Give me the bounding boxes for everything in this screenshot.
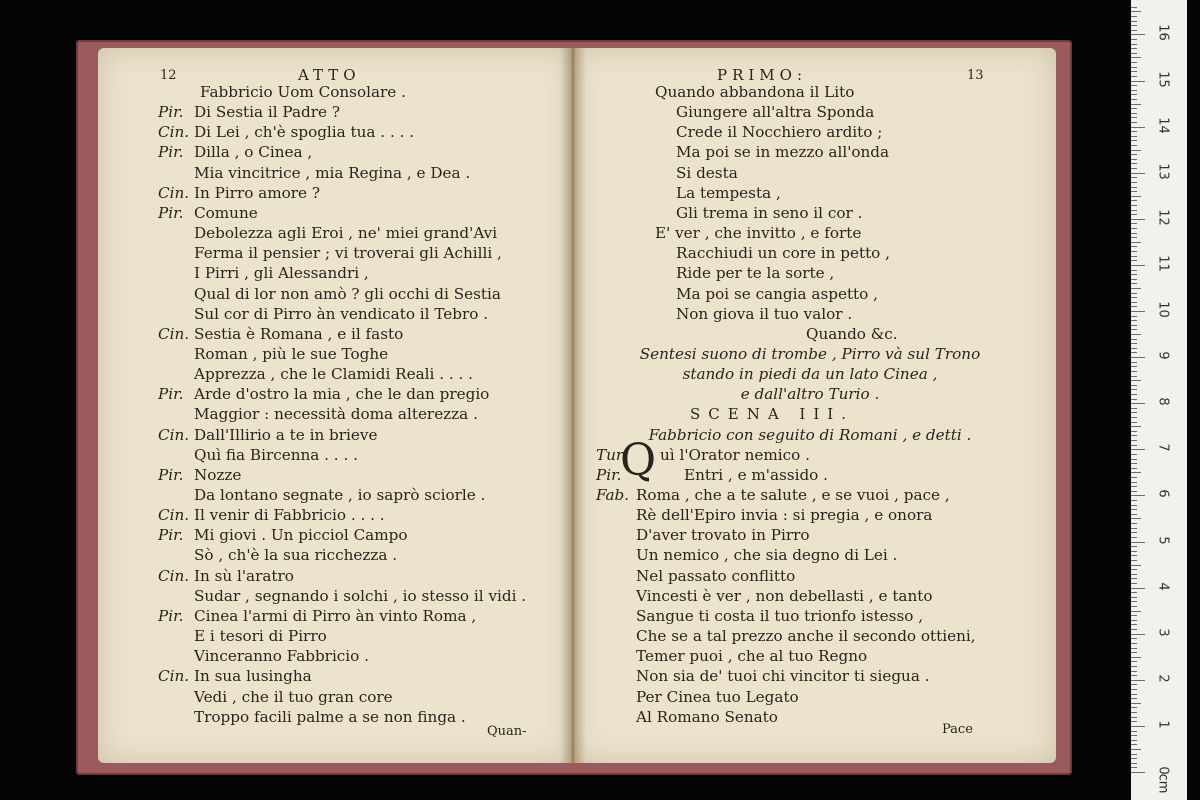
ruler-tick (1131, 30, 1137, 31)
ruler-tick (1131, 740, 1137, 741)
stage-direction: Fabbricio con seguito di Romani , e detti . (648, 425, 972, 444)
ruler-tick (1131, 329, 1137, 330)
ruler-tick (1131, 537, 1137, 538)
ruler-tick (1131, 408, 1137, 409)
speaker-label: Pir. (158, 385, 184, 404)
ruler-label: 1 (1155, 720, 1171, 729)
ruler-label: 8 (1155, 397, 1171, 406)
ruler-tick (1131, 242, 1141, 243)
ruler-tick (1131, 477, 1137, 478)
verse-line: Gli trema in seno il cor . (676, 203, 863, 222)
ruler-tick (1131, 648, 1137, 649)
ruler-tick (1131, 62, 1137, 63)
ruler-tick (1131, 270, 1137, 271)
ruler-tick (1131, 11, 1141, 12)
ruler-tick (1131, 320, 1137, 321)
verse-line: La tempesta , (676, 183, 781, 202)
verse-line: Quando abbandona il Lito (655, 83, 855, 101)
ruler-tick (1131, 528, 1137, 529)
scene-heading: SCENA III. (690, 405, 854, 424)
speaker-label: Pir. (158, 606, 184, 625)
verse-line: Di Sestia il Padre ? (194, 103, 340, 122)
ruler-tick (1131, 560, 1137, 561)
ruler-tick (1131, 523, 1137, 524)
ruler-tick (1131, 459, 1137, 460)
ruler-tick (1131, 417, 1137, 418)
ruler-tick (1131, 620, 1137, 621)
verse-line: uì l'Orator nemico . (660, 445, 810, 464)
ruler-tick (1131, 707, 1137, 708)
verse-line: Sudar , segnando i solchi , io stesso il vidi . (194, 586, 527, 605)
verse-line: Ride per te la sorte , (676, 264, 835, 283)
ruler-tick (1131, 311, 1145, 312)
ruler-tick (1131, 542, 1145, 543)
ruler-label: 14 (1155, 116, 1171, 134)
ruler-tick (1131, 205, 1137, 206)
ruler-tick (1131, 546, 1137, 547)
speaker-label: Pir. (158, 465, 184, 484)
ruler-tick (1131, 233, 1137, 234)
ruler-tick (1131, 717, 1137, 718)
ruler-tick (1131, 772, 1145, 773)
ruler-tick (1131, 48, 1137, 49)
verse-line: Arde d'ostro la mia , che le dan pregio (194, 385, 490, 404)
ruler-tick (1131, 588, 1145, 589)
ruler-tick (1131, 412, 1137, 413)
verse-line: Maggior : necessità doma alterezza . (194, 405, 478, 424)
ruler-tick (1131, 90, 1137, 91)
ruler-tick (1131, 698, 1137, 699)
ruler-tick (1131, 210, 1137, 211)
verse-line: Nel passato conflitto (636, 566, 796, 585)
ruler-label: 0 (1155, 766, 1171, 775)
ruler-tick (1131, 159, 1137, 160)
speaker-label: Cin. (158, 123, 190, 142)
verse-line: Entri , e m'assido . (684, 465, 828, 484)
ruler-tick (1131, 44, 1137, 45)
ruler-tick (1131, 629, 1137, 630)
speaker-label: Cin. (158, 324, 190, 343)
speaker-label: Pir. (158, 103, 184, 122)
verse-line: Sangue ti costa il tuo trionfo istesso , (636, 606, 924, 625)
ruler-tick (1131, 749, 1141, 750)
ruler-tick (1131, 71, 1137, 72)
ruler-tick (1131, 431, 1137, 432)
ruler-tick (1131, 731, 1137, 732)
ruler-tick (1131, 283, 1137, 284)
speaker-label: Pir. (158, 526, 184, 545)
ruler-label: 15 (1155, 70, 1171, 88)
ruler-tick (1131, 426, 1141, 427)
ruler-tick (1131, 684, 1137, 685)
catchword: Quan- (487, 724, 527, 739)
ruler-tick (1131, 122, 1137, 123)
ruler-tick (1131, 99, 1137, 100)
running-head: PRIMO: (717, 66, 808, 84)
ruler-tick (1131, 422, 1137, 423)
verse-line: Mia vincitrice , mia Regina , e Dea . (194, 163, 471, 182)
ruler-label: 2 (1155, 674, 1171, 683)
ruler-tick (1131, 34, 1145, 35)
ruler-tick (1131, 472, 1141, 473)
ruler-tick (1131, 274, 1137, 275)
stage-direction: e dall'altro Turio . (740, 385, 880, 404)
ruler-label: 12 (1155, 209, 1171, 226)
ruler-tick (1131, 154, 1137, 155)
verse-line: Ferma il pensier ; vi troverai gli Achilli , (194, 244, 502, 263)
ruler-tick (1131, 136, 1137, 137)
ruler-tick (1131, 104, 1141, 105)
ruler-tick (1131, 634, 1145, 635)
ruler-tick (1131, 643, 1137, 644)
speaker-label: Cin. (158, 566, 190, 585)
verse-line: Dilla , o Cinea , (194, 143, 313, 162)
ruler-tick (1131, 16, 1137, 17)
ruler-tick (1131, 334, 1141, 335)
ruler-tick (1131, 574, 1137, 575)
ruler-tick (1131, 7, 1137, 8)
ruler-tick (1131, 380, 1141, 381)
ruler-tick (1131, 555, 1137, 556)
verse-line: Qual di lor non amò ? gli occhi di Sestia (194, 284, 501, 303)
ruler-tick (1131, 694, 1137, 695)
verse-line: Da lontano segnate , io saprò sciorle . (194, 486, 486, 504)
verse-line: Apprezza , che le Clamidi Reali . . . . (194, 365, 473, 384)
ruler-tick (1131, 624, 1137, 625)
ruler-tick (1131, 611, 1141, 612)
ruler-unit: cm (1155, 773, 1171, 794)
ruler-tick (1131, 200, 1137, 201)
ruler-tick (1131, 703, 1141, 704)
ruler-tick (1131, 565, 1141, 566)
ruler-tick (1131, 196, 1141, 197)
verse-line: Debolezza agli Eroi , ne' miei grand'Avi (194, 224, 498, 243)
ruler-tick (1131, 297, 1137, 298)
verse-line: Ma poi se in mezzo all'onda (676, 143, 890, 162)
verse-line: Racchiudi un core in petto , (676, 244, 890, 263)
ruler-tick (1131, 265, 1145, 266)
ruler-tick (1131, 569, 1137, 570)
verse-line: In sua lusingha (194, 667, 312, 686)
ruler-tick (1131, 85, 1137, 86)
ruler-tick (1131, 767, 1137, 768)
ruler-tick (1131, 754, 1137, 755)
ruler-tick (1131, 168, 1137, 169)
ruler-tick (1131, 518, 1141, 519)
ruler-tick (1131, 25, 1137, 26)
ruler-tick (1131, 223, 1137, 224)
ruler-tick (1131, 505, 1137, 506)
ruler-tick (1131, 500, 1137, 501)
speaker-label: Pir. (158, 143, 184, 162)
ruler-tick (1131, 214, 1137, 215)
ruler-tick (1131, 615, 1137, 616)
ruler-tick (1131, 376, 1137, 377)
ruler-tick (1131, 39, 1137, 40)
verse-line: Sul cor di Pirro àn vendicato il Tebro . (194, 304, 489, 323)
speaker-label: Tur. (596, 445, 627, 464)
ruler-tick (1131, 394, 1137, 395)
ruler-tick (1131, 389, 1137, 390)
ruler-tick (1131, 671, 1137, 672)
verse-line: Mi giovi . Un picciol Campo (194, 526, 408, 545)
verse-line: E' ver , che invitto , e forte (655, 224, 862, 243)
ruler-tick (1131, 601, 1137, 602)
verse-line: Troppo facili palme a se non finga . (194, 707, 466, 726)
ruler-label: 7 (1155, 443, 1171, 452)
verse-line: Temer puoi , che al tuo Regno (636, 647, 868, 666)
ruler-tick (1131, 661, 1137, 662)
verse-line: Al Romano Senato (636, 707, 778, 726)
ruler-tick (1131, 680, 1145, 681)
ruler-tick (1131, 689, 1137, 690)
speaker-label: Pir. (158, 203, 184, 222)
ruler-tick (1131, 150, 1141, 151)
ruler-tick (1131, 491, 1137, 492)
stage-direction: Sentesi suono di trombe , Pirro và sul Trono (639, 344, 981, 363)
ruler-tick (1131, 532, 1137, 533)
ruler-tick (1131, 592, 1137, 593)
ruler-tick (1131, 177, 1137, 178)
ruler-tick (1131, 482, 1137, 483)
ruler-tick (1131, 127, 1145, 128)
verse-line: Roma , che a te salute , e se vuoi , pace , (636, 486, 950, 504)
book-gutter (560, 48, 586, 763)
ruler-tick (1131, 509, 1137, 510)
ruler-tick (1131, 435, 1137, 436)
ruler-tick (1131, 454, 1137, 455)
ruler-tick (1131, 440, 1137, 441)
ruler-label: 9 (1155, 351, 1171, 360)
ruler-tick (1131, 343, 1137, 344)
speaker-label: Cin. (158, 667, 190, 686)
ruler-tick (1131, 145, 1137, 146)
ruler-tick (1131, 191, 1137, 192)
ruler-tick (1131, 163, 1137, 164)
ruler-tick (1131, 638, 1137, 639)
ruler-tick (1131, 57, 1141, 58)
verse-line: Il venir di Fabbricio . . . . (194, 506, 385, 525)
running-head: ATTO (298, 66, 361, 84)
verse-line: Crede il Nocchiero ardito ; (676, 123, 883, 142)
ruler-tick (1131, 288, 1141, 289)
verse-line: Dall'Illirio a te in brieve (194, 425, 378, 444)
verse-line: Vinceranno Fabbricio . (194, 647, 369, 666)
ruler-tick (1131, 763, 1137, 764)
verse-line: Sestia è Romana , e il fasto (194, 324, 404, 343)
ruler-tick (1131, 744, 1137, 745)
verse-line: D'aver trovato in Pirro (636, 526, 810, 545)
ruler-tick (1131, 495, 1145, 496)
speaker-label: Cin. (158, 425, 190, 444)
verse-line: Un nemico , che sia degno di Lei . (636, 546, 898, 565)
ruler-tick (1131, 339, 1137, 340)
ruler-tick (1131, 256, 1137, 257)
ruler-tick (1131, 675, 1137, 676)
ruler-tick (1131, 219, 1145, 220)
verse-line: Si desta (676, 163, 738, 182)
ruler-label: 3 (1155, 628, 1171, 637)
verse-line: Vedi , che il tuo gran core (194, 687, 393, 706)
ruler-tick (1131, 449, 1145, 450)
verse-line: Quando &c. (806, 324, 898, 343)
ruler-tick (1131, 131, 1137, 132)
ruler-label: 10 (1155, 301, 1171, 318)
verse-line: In sù l'aratro (194, 566, 294, 585)
ruler-tick (1131, 657, 1141, 658)
ruler-tick (1131, 173, 1145, 174)
ruler-tick (1131, 578, 1137, 579)
ruler-tick (1131, 113, 1137, 114)
ruler-tick (1131, 721, 1137, 722)
ruler-tick (1131, 348, 1137, 349)
ruler-tick (1131, 76, 1137, 77)
verse-line: Nozze (194, 465, 242, 484)
ruler-label: 11 (1155, 255, 1171, 272)
ruler-tick (1131, 666, 1137, 667)
catchword: Pace (942, 722, 973, 737)
ruler-tick (1131, 583, 1137, 584)
ruler-tick (1131, 403, 1145, 404)
ruler-tick (1131, 385, 1137, 386)
verse-line: In Pirro amore ? (194, 183, 320, 202)
ruler-tick (1131, 606, 1137, 607)
ruler-tick (1131, 445, 1137, 446)
ruler-tick (1131, 551, 1137, 552)
ruler-tick (1131, 463, 1137, 464)
ruler-tick (1131, 486, 1137, 487)
ruler-tick (1131, 306, 1137, 307)
speaker-label: Cin. (158, 506, 190, 525)
ruler-tick (1131, 140, 1137, 141)
verse-line: Ma poi se cangia aspetto , (676, 284, 878, 303)
ruler-tick (1131, 260, 1137, 261)
ruler-tick (1131, 279, 1137, 280)
ruler-tick (1131, 81, 1145, 82)
verse-line: Cinea l'armi di Pirro àn vinto Roma , (194, 606, 477, 625)
ruler-tick (1131, 758, 1137, 759)
verse-line: Sò , ch'è la sua ricchezza . (194, 546, 398, 565)
ruler-tick (1131, 357, 1145, 358)
verse-line: Non giova il tuo valor . (676, 304, 853, 323)
ruler-tick (1131, 237, 1137, 238)
verse-line: Comune (194, 203, 258, 222)
ruler-label: 6 (1155, 489, 1171, 499)
speaker-label: Cin. (158, 183, 190, 202)
ruler-tick (1131, 712, 1137, 713)
verse-line: I Pirri , gli Alessandri , (194, 264, 369, 283)
ruler-tick (1131, 468, 1137, 469)
ruler-tick (1131, 514, 1137, 515)
verse-line: Giungere all'altra Sponda (676, 103, 875, 122)
ruler-tick (1131, 726, 1145, 727)
ruler-tick (1131, 53, 1137, 54)
ruler-tick (1131, 21, 1137, 22)
verse-line: Quì fia Bircenna . . . . (194, 445, 358, 464)
verse-line: Fabbricio Uom Consolare . (200, 83, 406, 101)
ruler-tick (1131, 371, 1137, 372)
ruler-tick (1131, 246, 1137, 247)
verse-line: Non sia de' tuoi chi vincitor ti siegua . (636, 667, 930, 686)
speaker-label: Fab. (596, 486, 630, 504)
verse-line: Per Cinea tuo Legato (636, 687, 799, 706)
measurement-ruler (1131, 0, 1187, 800)
page-number: 12 (160, 68, 177, 83)
ruler-tick (1131, 735, 1137, 736)
ruler-tick (1131, 117, 1137, 118)
ruler-label: 16 (1155, 24, 1171, 42)
ruler-tick (1131, 251, 1137, 252)
ruler-tick (1131, 352, 1137, 353)
ruler-tick (1131, 362, 1137, 363)
verse-line: Che se a tal prezzo anche il secondo ottieni, (636, 627, 976, 646)
ruler-tick (1131, 316, 1137, 317)
verse-line: Rè dell'Epiro invia : si pregia , e onora (636, 506, 933, 525)
ruler-label: 13 (1155, 162, 1171, 180)
page-number: 13 (967, 68, 984, 83)
ruler-tick (1131, 366, 1137, 367)
speaker-label: Pir. (596, 465, 622, 484)
verse-line: Vincesti è ver , non debellasti , e tanto (636, 586, 933, 605)
ruler-label: 4 (1155, 581, 1171, 591)
verse-line: E i tesori di Pirro (194, 627, 327, 646)
verse-line: Di Lei , ch'è spoglia tua . . . . (194, 123, 415, 142)
ruler-tick (1131, 293, 1137, 294)
ruler-tick (1131, 182, 1137, 183)
ruler-tick (1131, 652, 1137, 653)
ruler-tick (1131, 325, 1137, 326)
ruler-tick (1131, 108, 1137, 109)
ruler-tick (1131, 597, 1137, 598)
stage-direction: stando in piedi da un lato Cinea , (682, 365, 938, 384)
ruler-tick (1131, 67, 1137, 68)
ruler-tick (1131, 399, 1137, 400)
ruler-tick (1131, 302, 1137, 303)
drop-cap-letter: Q (620, 435, 657, 486)
ruler-label: 5 (1155, 535, 1171, 545)
ruler-tick (1131, 94, 1137, 95)
verse-line: Roman , più le sue Toghe (194, 344, 389, 363)
ruler-tick (1131, 187, 1137, 188)
ruler-tick (1131, 228, 1137, 229)
